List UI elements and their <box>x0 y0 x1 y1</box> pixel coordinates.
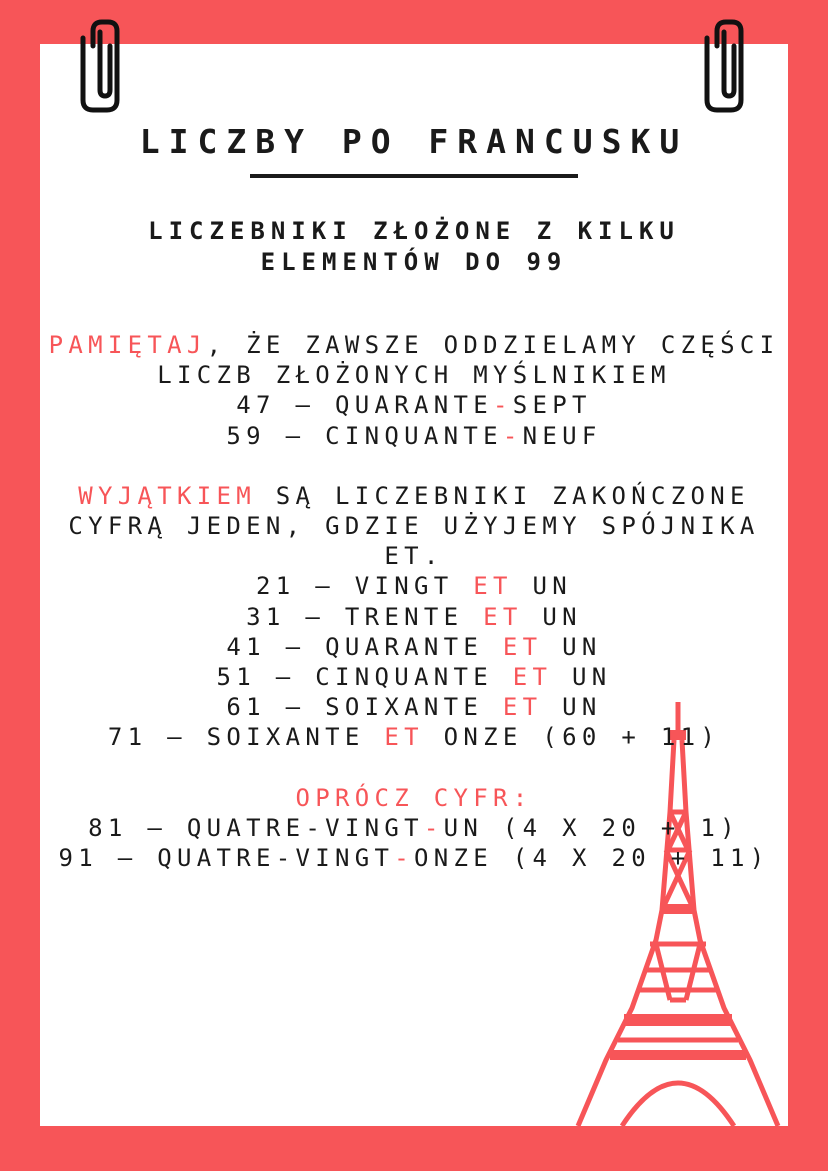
example-connector: ET <box>502 632 543 661</box>
example-line <box>0 813 828 843</box>
subtitle-line: LICZEBNIKI ZŁOŻONE Z KILKU <box>148 217 680 245</box>
example-rest: UN <box>542 693 602 722</box>
example-rest: NEUF <box>522 421 602 450</box>
paperclip-icon <box>78 16 132 116</box>
example-line <box>0 843 828 873</box>
example-rest: ONZE (4 X 20 + 11) <box>414 844 770 873</box>
content-body <box>0 330 828 873</box>
example-rest: UN <box>522 602 582 631</box>
rule-text: , ŻE ZAWSZE ODDZIELAMY CZĘŚCI <box>206 331 780 359</box>
subtitle-line: ELEMENTÓW DO 99 <box>260 248 568 276</box>
example-number: 51 – CINQUANTE <box>216 663 513 692</box>
paperclip-icon <box>702 16 756 116</box>
example-connector: ET <box>512 663 553 692</box>
example-connector: - <box>394 844 414 873</box>
example-connector: - <box>502 421 523 450</box>
example-connector: ET <box>483 602 523 631</box>
subtitle <box>0 216 828 278</box>
example-line <box>0 571 828 601</box>
example-line <box>0 662 828 692</box>
example-line <box>0 632 828 662</box>
example-number: 21 – VINGT <box>256 572 474 601</box>
example-number: 61 – SOIXANTE <box>226 693 503 722</box>
example-rest: UN <box>552 663 612 692</box>
example-connector: ET <box>384 723 424 752</box>
example-rest: UN <box>542 632 602 661</box>
example-number: 91 – QUATRE-VINGT <box>58 844 395 873</box>
example-line <box>0 722 828 752</box>
example-number: 71 – SOIXANTE <box>107 723 385 752</box>
example-connector: ET <box>473 572 513 601</box>
et-rule-line: CYFRĄ JEDEN, GDZIE UŻYJEMY SPÓJNIKA <box>68 512 760 541</box>
hyphen-rule-line <box>0 330 828 360</box>
example-number: 41 – QUARANTE <box>226 632 503 661</box>
example-connector: ET <box>502 693 543 722</box>
example-line <box>0 692 828 722</box>
section-heading: OPRÓCZ CYFR: <box>295 783 533 812</box>
example-connector: - <box>423 813 444 842</box>
example-rest: UN (4 X 20 + 1) <box>443 813 740 842</box>
example-line <box>0 390 828 420</box>
et-rule-line: ET. <box>384 542 444 571</box>
highlight-word: PAMIĘTAJ <box>48 331 207 359</box>
title-underline <box>250 174 578 178</box>
example-number: 47 – QUARANTE <box>236 391 493 420</box>
rule-text: SĄ LICZEBNIKI ZAKOŃCZONE <box>256 481 750 510</box>
hyphen-rule-line: LICZB ZŁOŻONYCH MYŚLNIKIEM <box>157 361 671 390</box>
example-line <box>0 421 828 451</box>
highlight-word: WYJĄTKIEM <box>78 481 256 510</box>
example-rest: UN <box>512 572 572 601</box>
example-number: 31 – TRENTE <box>246 602 484 631</box>
page-title: LICZBY PO FRANCUSKU <box>139 122 689 161</box>
example-number: 81 – QUATRE-VINGT <box>88 813 424 842</box>
example-rest: ONZE (60 + 11) <box>423 723 721 752</box>
et-rule-line <box>0 481 828 511</box>
example-rest: SEPT <box>512 391 592 420</box>
section-gap <box>0 753 828 783</box>
example-connector: - <box>493 391 513 420</box>
section-gap <box>0 451 828 481</box>
example-number: 59 – CINQUANTE <box>226 421 503 450</box>
example-line <box>0 602 828 632</box>
